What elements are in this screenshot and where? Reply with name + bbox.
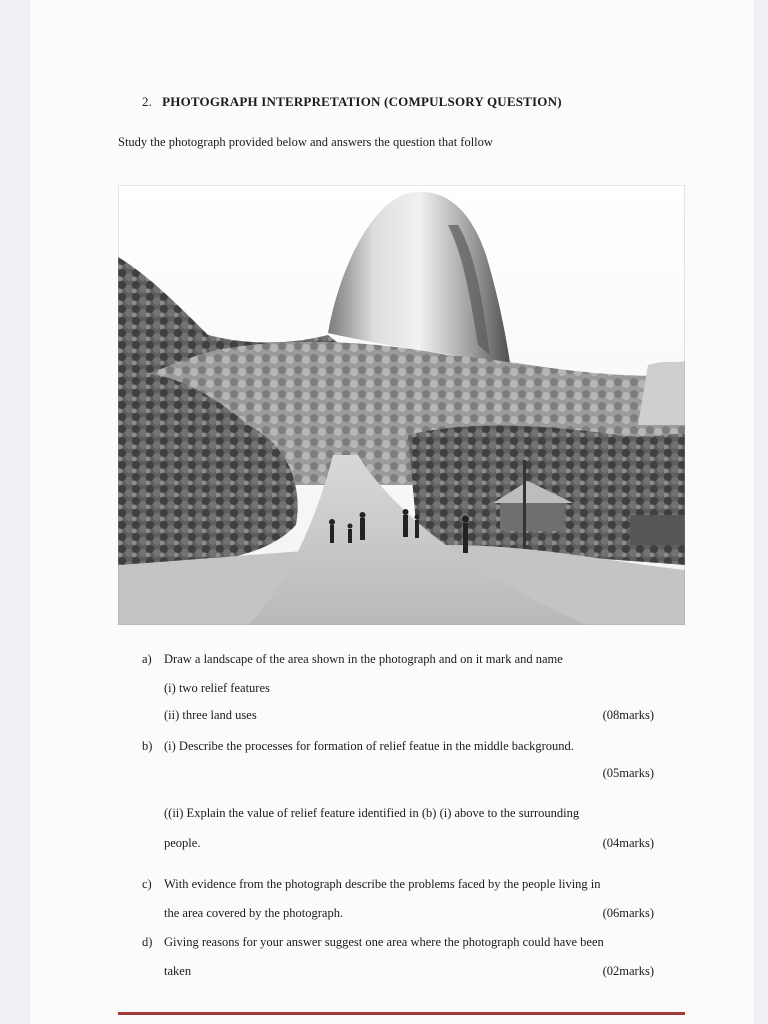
part-a-label: a)	[142, 652, 152, 666]
part-c	[142, 877, 601, 892]
part-d-marks: (02marks)	[602, 964, 654, 978]
part-a-marks: (08marks)	[602, 708, 654, 722]
part-b-ii	[164, 806, 579, 821]
part-a-ii-label: (ii)	[164, 708, 180, 722]
part-a-ii	[164, 708, 257, 723]
part-a-ii-text: three land uses	[182, 708, 257, 722]
part-c-cont: the area covered by the photograph.	[164, 906, 344, 920]
part-b-i	[142, 739, 574, 754]
part-b-ii-marks: (04marks)	[602, 836, 654, 850]
part-c-label: c)	[142, 877, 152, 891]
part-c-marks: (06marks)	[602, 906, 654, 920]
landscape-photo	[118, 185, 685, 625]
footer-divider	[118, 1012, 685, 1015]
part-b-i-marks: (05marks)	[602, 766, 654, 780]
question-instruction: Study the photograph provided below and answers the question that follow	[118, 135, 493, 149]
part-b-ii-cont: people.	[164, 836, 201, 850]
part-b-ii-text: ((ii) Explain the value of relief feature identified in (b) (i) above to the surrounding	[164, 806, 580, 820]
part-a-text: Draw a landscape of the area shown in the photograph and on it mark and name	[164, 652, 563, 666]
part-a-i	[164, 681, 270, 696]
part-b-label: b)	[142, 739, 153, 753]
part-a-i-label: (i)	[164, 681, 176, 695]
part-d-label: d)	[142, 935, 153, 949]
part-d-cont: taken	[164, 964, 192, 978]
exam-page	[30, 0, 754, 1024]
part-b-i-text: (i) Describe the processes for formation of relief featue in the middle background.	[164, 739, 574, 753]
part-d	[142, 935, 604, 950]
part-d-text: Giving reasons for your answer suggest one area where the photograph could have been	[164, 935, 604, 949]
question-heading	[142, 94, 562, 110]
part-a	[142, 652, 563, 667]
part-c-text: With evidence from the photograph describe the problems faced by the people living in	[164, 877, 601, 891]
part-a-i-text: two relief features	[178, 681, 270, 695]
question-title: PHOTOGRAPH INTERPRETATION (COMPULSORY QUESTION)	[162, 94, 562, 109]
question-number: 2.	[142, 94, 153, 109]
